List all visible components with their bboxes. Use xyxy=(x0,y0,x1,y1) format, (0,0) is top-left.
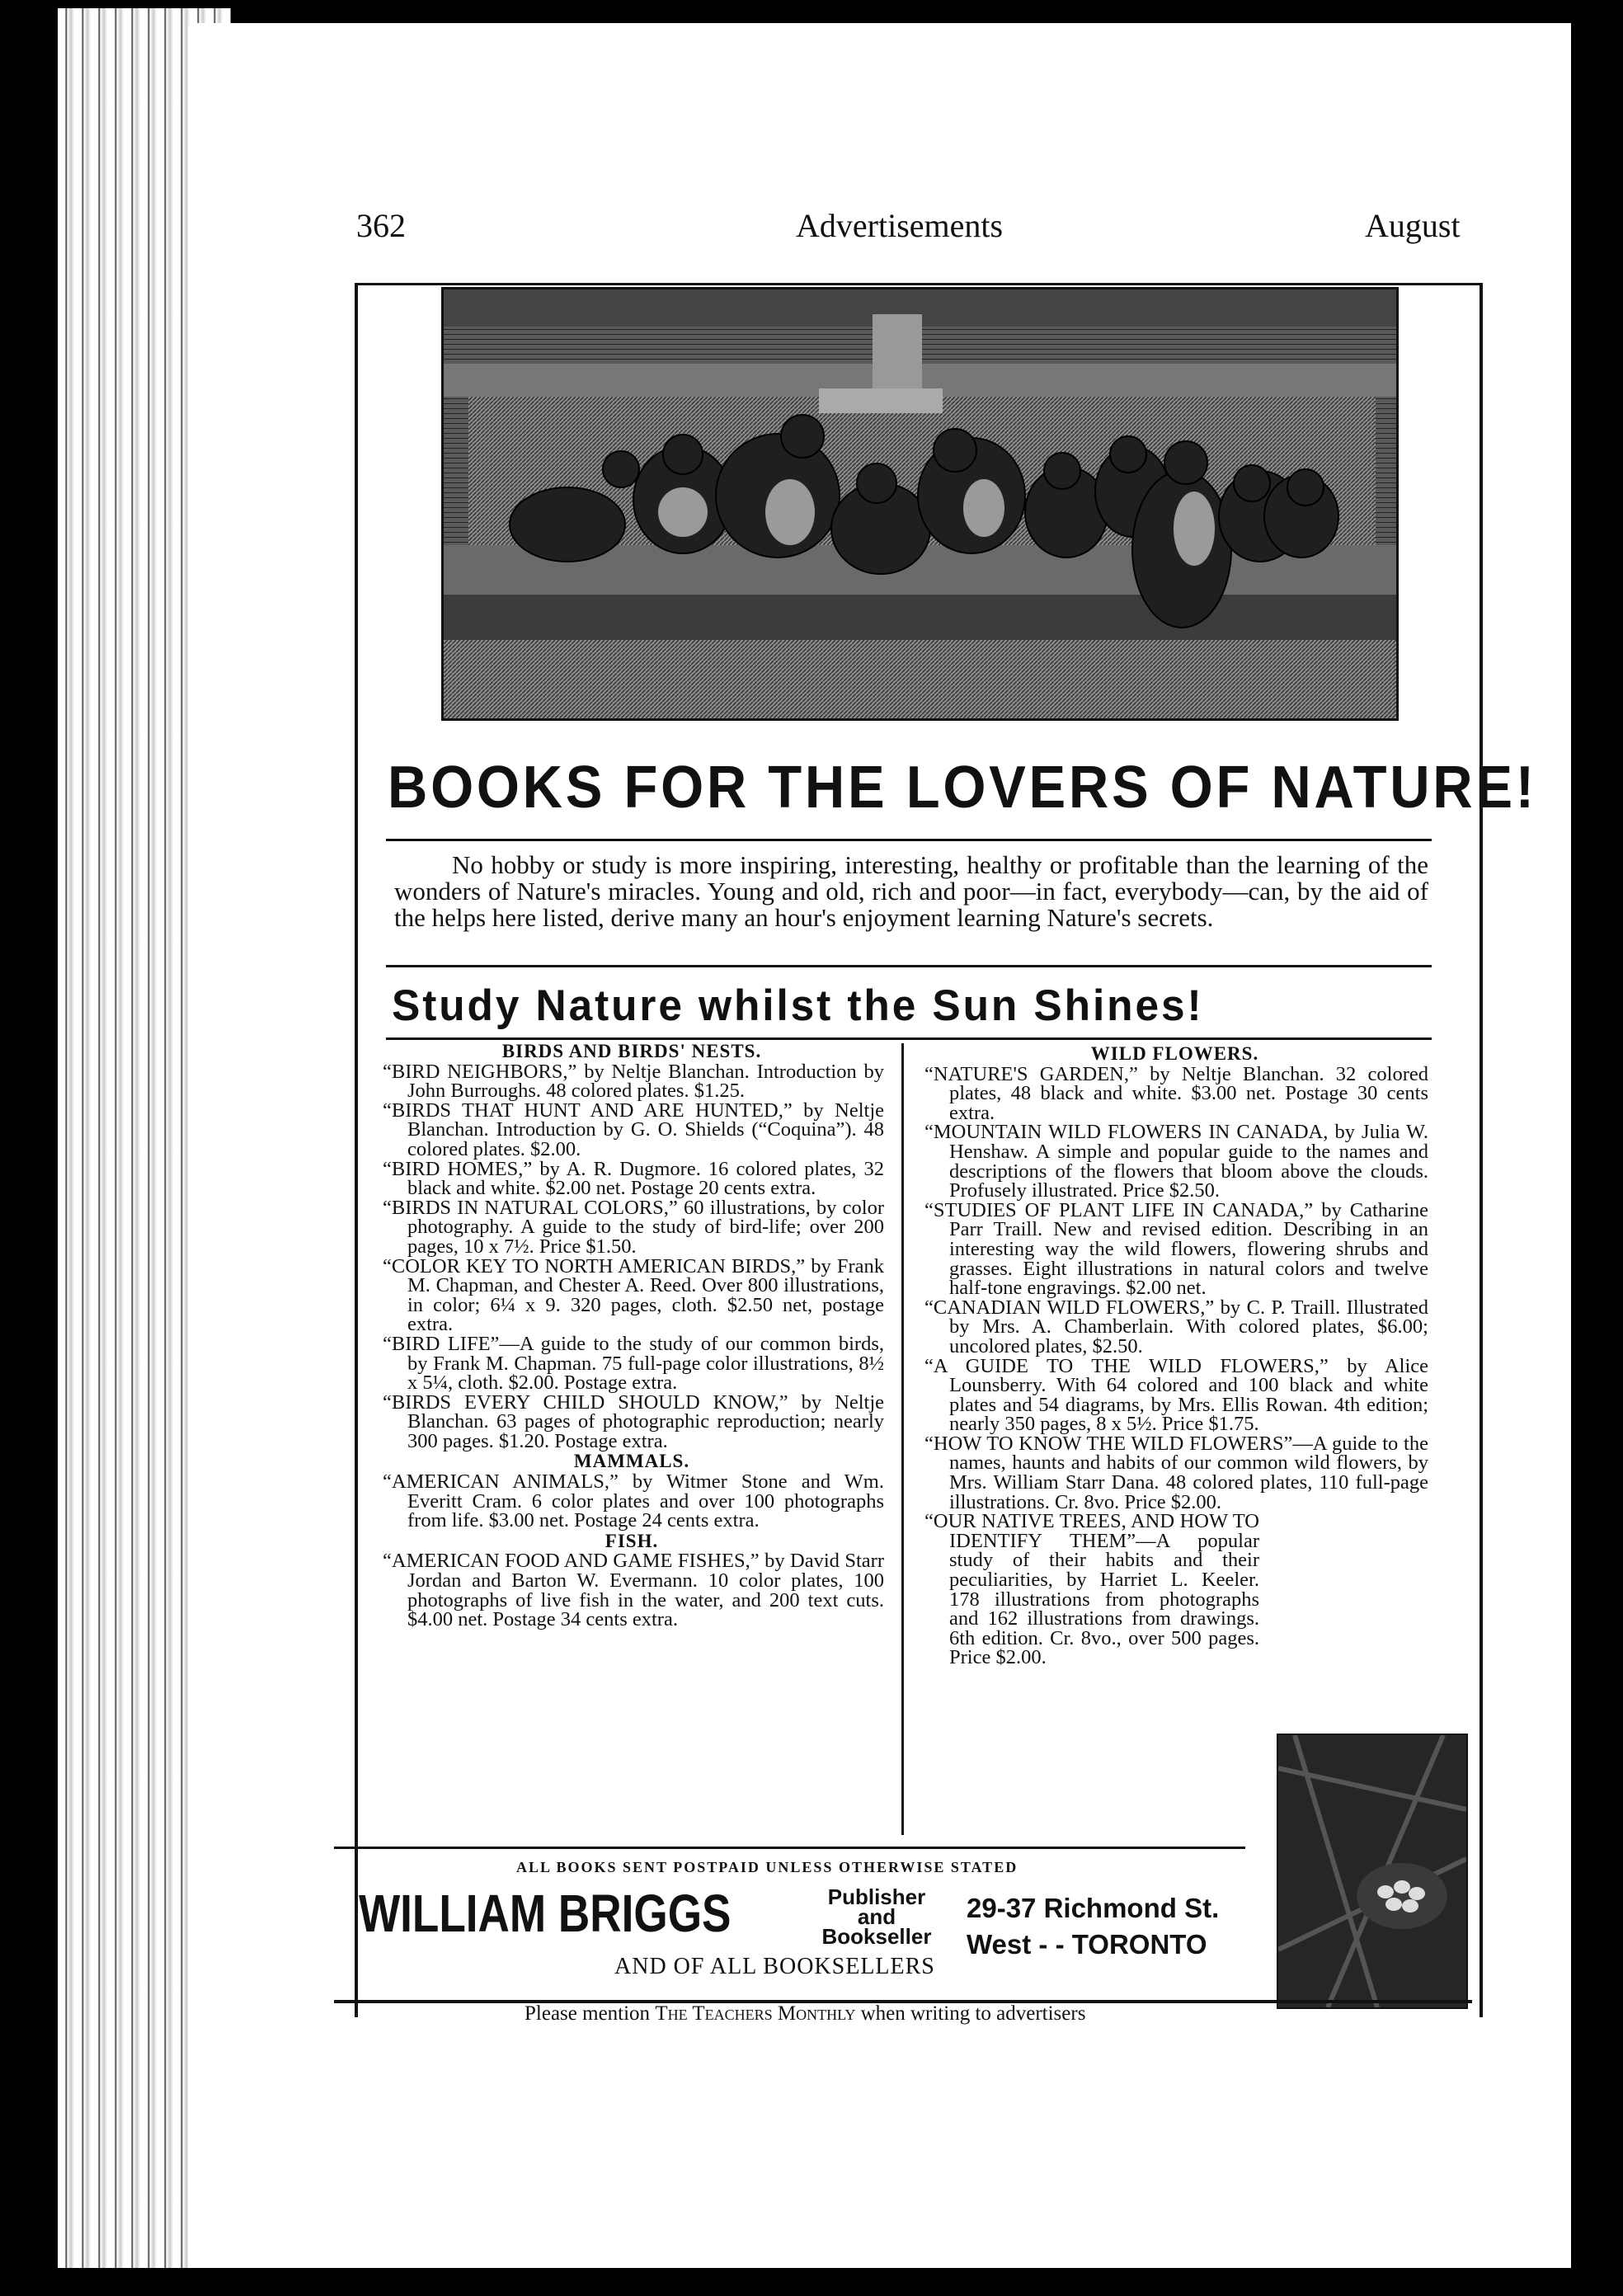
publisher-address xyxy=(967,1890,1219,1963)
role-line: Publisher xyxy=(827,1884,926,1909)
ad-headline: BOOKS FOR THE LOVERS OF NATURE! xyxy=(388,755,1537,821)
subhead-top-rule xyxy=(386,965,1432,967)
subhead-bottom-rule xyxy=(386,1037,1432,1040)
running-header: Advertisements xyxy=(796,207,1004,244)
postpaid-note: ALL BOOKS SENT POSTPAID UNLESS OTHERWISE STATED xyxy=(516,1859,1018,1875)
publisher-role xyxy=(815,1884,939,1949)
book-listing: “NATURE'S GARDEN,” by Neltje Blanchan. 32 colored plates, 48 black and white. $3.00 net. Postage 30 cents extra. xyxy=(924,1062,1428,1124)
issue-month: August xyxy=(1365,207,1461,244)
book-listing: “BIRD NEIGHBORS,” by Neltje Blanchan. Introduction by John Burroughs. 48 colored plates. $1.25. xyxy=(383,1060,884,1103)
book-listing: “CANADIAN WILD FLOWERS,” by C. P. Traill. Illustrated by Mrs. A. Chamberlain. With colored plates, $6.00; uncolored plates, $2.50. xyxy=(924,1296,1428,1357)
ad-subheadline: Study Nature whilst the Sun Shines! xyxy=(392,981,1204,1030)
advertiser-mention-line xyxy=(525,2002,1085,2025)
book-listing: “AMERICAN ANIMALS,” by Witmer Stone and Wm. Everitt Cram. 6 color plates and over 100 photographs from life. $3.00 net. Postage 24 cents extra. xyxy=(383,1470,884,1532)
page-number: 362 xyxy=(356,207,406,244)
book-listing: “BIRD LIFE”—A guide to the study of our common birds, by Frank M. Chapman. 75 full-page color illustrations, 8½ x 5¼, cloth. $2.00. Postage extra. xyxy=(383,1332,884,1395)
fish-section-heading: FISH. xyxy=(605,1530,659,1551)
mention-suffix: when writing to advertisers xyxy=(860,2002,1086,2025)
book-listing: “OUR NATIVE TREES, AND HOW TO IDENTIFY THEM”—A popular study of their habits and their peculiarities, by Harriet L. Keeler. 178 illustrations from photographs and 162 illustrations from drawings. 6th edition. Cr. 8vo., over 500 pages. Price $2.00. xyxy=(924,1510,1259,1669)
address-line: West - - TORONTO xyxy=(967,1929,1207,1960)
book-listing: “A GUIDE TO THE WILD FLOWERS,” by Alice Lounsberry. With 64 colored and 100 black and white plates and 54 diagrams, by Mrs. Ellis Rowan. 4th edition; nearly 350 pages, 8 x 5½. Price $1.75. xyxy=(924,1354,1428,1436)
scan-shadow xyxy=(1571,0,1623,2296)
sparrows-engraving xyxy=(441,287,1399,721)
book-listing: “STUDIES OF PLANT LIFE IN CANADA,” by Catharine Parr Traill. New and revised edition. Describing in an interesting way the wild flowers, flowering shrubs and grasses. Eight illustrations in natural colors and twelve half-tone engravings. $2.00 net. xyxy=(924,1198,1428,1300)
book-listing: “COLOR KEY TO NORTH AMERICAN BIRDS,” by Frank M. Chapman, and Chester A. Reed. Over 800 illustrations, in color; 6¼ x 9. 320 pages, cloth. $2.50 net, postage extra. xyxy=(383,1254,884,1336)
column-divider xyxy=(901,1043,904,1835)
publisher-name: WILLIAM BRIGGS xyxy=(359,1884,732,1943)
mention-prefix: Please mention xyxy=(525,2002,651,2025)
all-booksellers-line: AND OF ALL BOOKSELLERS xyxy=(614,1954,935,1979)
mammals-section-heading: MAMMALS. xyxy=(573,1451,690,1472)
bird-nest-photograph xyxy=(1277,1734,1468,2009)
book-listing: “BIRDS IN NATURAL COLORS,” 60 illustrations, by color photography. A guide to the study of bird-life; over 200 pages, 10 x 7½. Price $1.50. xyxy=(383,1196,884,1258)
publication-name: The Teachers Monthly xyxy=(655,2002,856,2025)
birds-section-heading: BIRDS AND BIRDS' NESTS. xyxy=(501,1041,762,1061)
left-book-column xyxy=(379,1041,884,1630)
book-listing: “HOW TO KNOW THE WILD FLOWERS”—A guide to the names, haunts and habits of our common wild flowers, by Mrs. William Starr Dana. 48 colored plates, 110 full-page illustrations. Cr. 8vo. Price $2.00. xyxy=(924,1432,1428,1513)
role-line: and xyxy=(857,1904,896,1929)
book-listing: “BIRDS EVERY CHILD SHOULD KNOW,” by Neltje Blanchan. 63 pages of photographic reproduction; nearly 300 pages. $1.20. Postage extra. xyxy=(383,1390,884,1452)
book-listing: “MOUNTAIN WILD FLOWERS IN CANADA, by Julia W. Henshaw. A simple and popular guide to the names and descriptions of the flowers that bloom above the clouds. Profusely illustrated. Price $2.50. xyxy=(924,1121,1428,1202)
book-listing: “BIRDS THAT HUNT AND ARE HUNTED,” by Neltje Blanchan. Introduction by G. O. Shields (“Coquina”). 48 colored plates. $2.00. xyxy=(383,1099,884,1160)
wild-flowers-section-heading: WILD FLOWERS. xyxy=(1090,1043,1259,1064)
book-listing: “AMERICAN FOOD AND GAME FISHES,” by David Starr Jordan and Barton W. Evermann. 10 color plates, 100 photographs of live fish in the water, and 200 text cuts. $4.00 net. Postage 34 cents extra. xyxy=(383,1550,884,1631)
book-listing: “BIRD HOMES,” by A. R. Dugmore. 16 colored plates, 32 black and white. $2.00 net. Postage 20 cents extra. xyxy=(383,1157,884,1200)
role-line: Bookseller xyxy=(821,1924,932,1949)
address-line: 29-37 Richmond St. xyxy=(967,1893,1220,1923)
headline-rule xyxy=(386,839,1432,841)
right-book-column xyxy=(921,1043,1428,1668)
footer-rule xyxy=(334,1847,1245,1849)
ad-intro-paragraph: No hobby or study is more inspiring, interesting, healthy or profitable than the learning of the wonders of Nature's miracles. Young and old, rich and poor—in fact, everybody—can, by the aid of the helps here listed, derive many an hour's enjoyment learning Nature's secrets. xyxy=(394,850,1428,932)
